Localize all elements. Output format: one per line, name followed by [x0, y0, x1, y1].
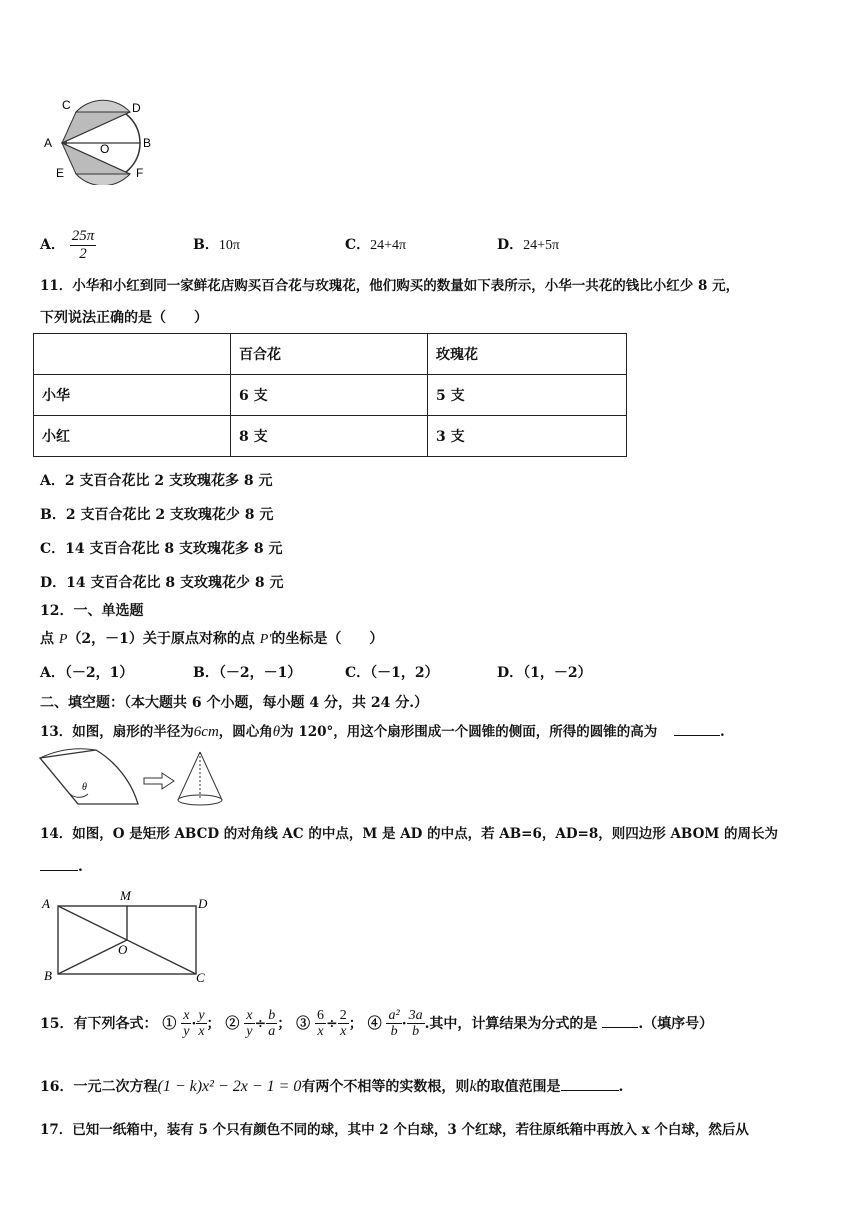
denominator: a: [268, 1024, 276, 1040]
q10-label-f: F: [136, 166, 144, 180]
denominator: x: [340, 1024, 347, 1040]
text: .（填序号）: [638, 1015, 714, 1032]
operator: ·: [191, 1015, 197, 1032]
q10-label-c: C: [62, 98, 71, 112]
denominator: b: [412, 1024, 420, 1040]
denominator: y: [246, 1024, 253, 1040]
table-cell: 玫瑰花: [428, 334, 627, 375]
denominator: y: [183, 1024, 190, 1040]
q12-stem: [40, 628, 383, 648]
text: .: [720, 724, 725, 740]
equation: (1 − k)x² − 2x − 1 = 0: [157, 1078, 302, 1095]
q10-label-a: A: [44, 136, 53, 150]
q15-stem: [40, 1008, 713, 1040]
operator: ÷: [254, 1015, 267, 1032]
q10-option-a: [40, 228, 96, 262]
q10-option-d: [497, 234, 559, 254]
q11-option-b: B．2 支百合花比 2 支玫瑰花少 8 元: [40, 507, 274, 523]
table-cell: 6 支: [231, 375, 428, 416]
radius: 6cm: [193, 724, 219, 740]
q13-sector-cone-figure: [38, 748, 238, 810]
table-row: [34, 375, 627, 416]
text: （2，－1）关于原点对称的点: [67, 631, 260, 647]
numerator: x: [246, 1008, 253, 1023]
answer-blank[interactable]: [602, 1013, 638, 1028]
point-p-prime: P′: [259, 632, 272, 647]
q14-stem-line2: [40, 856, 83, 875]
q13-theta-label: θ: [82, 782, 87, 793]
q14-label-m: M: [120, 888, 131, 903]
text: .: [618, 1079, 624, 1095]
q10-label-d: D: [132, 101, 141, 115]
fraction: [386, 1008, 401, 1040]
fraction: [70, 228, 97, 262]
section-heading: 二、填空题：（本大题共 6 个小题，每小题 4 分，共 24 分.）: [40, 695, 429, 711]
q14-label-o: O: [118, 942, 128, 957]
table-cell: 小华: [34, 375, 231, 416]
point-p: P: [58, 632, 68, 647]
table-cell: 3 支: [428, 416, 627, 457]
q11-table: [33, 333, 627, 457]
q17-stem-line1: 17．已知一纸箱中，装有 5 个只有颜色不同的球，其中 2 个白球，3 个红球，若往原纸箱中再放入 x 个白球，然后从: [40, 1122, 749, 1138]
q12-option-b: B．（－2，－1）: [193, 665, 302, 681]
table-cell: 5 支: [428, 375, 627, 416]
q11-option-c: C．14 支百合花比 8 支玫瑰花多 8 元: [40, 541, 283, 557]
option-value: 24+4π: [370, 238, 407, 253]
numerator: 2: [339, 1008, 347, 1023]
numerator: x: [183, 1008, 190, 1023]
q11-option-a: A．2 支百合花比 2 支玫瑰花多 8 元: [40, 473, 273, 489]
fraction: [315, 1008, 326, 1040]
table-header-row: [34, 334, 627, 375]
q14-label-d: D: [198, 896, 208, 911]
fraction: [244, 1008, 254, 1040]
option-value: 10π: [218, 238, 240, 253]
text: 16．一元二次方程: [40, 1079, 158, 1095]
circled-number: ②: [225, 1015, 240, 1032]
text: 13．如图，扇形的半径为: [40, 724, 194, 740]
option-label: B．: [193, 237, 219, 253]
numerator: 3a: [408, 1008, 423, 1023]
option-label: D．: [497, 237, 524, 253]
answer-blank[interactable]: [561, 1076, 619, 1091]
numerator: b: [268, 1008, 276, 1023]
q14-label-b: B: [44, 968, 52, 983]
denominator: 2: [79, 245, 87, 262]
text: 有两个不相等的实数根，则: [301, 1079, 470, 1095]
q10-option-b: [193, 234, 240, 254]
q12-option-c: C．（－1，2）: [345, 665, 439, 681]
text: 为 120°，用这个扇形围成一个圆锥的侧面，所得的圆锥的高为: [280, 724, 658, 740]
option-label: A．: [40, 237, 65, 253]
table-cell: 8 支: [231, 416, 428, 457]
option-label: C．: [345, 237, 371, 253]
q10-label-o: O: [100, 142, 110, 156]
text: 的坐标是（ ）: [271, 631, 384, 647]
numerator: 6: [317, 1008, 324, 1023]
text: 15．有下列各式：: [40, 1015, 158, 1032]
q10-circle-figure: [38, 95, 168, 185]
table-row: [34, 416, 627, 457]
text: 的取值范围是: [476, 1079, 561, 1095]
text: .其中，计算结果为分式的是: [424, 1015, 598, 1032]
q11-stem-line2: 下列说法正确的是（ ）: [40, 310, 208, 326]
option-value: 24+5π: [523, 238, 560, 253]
separator: ；: [206, 1015, 221, 1032]
denominator: b: [390, 1024, 398, 1040]
fraction: [181, 1008, 191, 1040]
fraction: [407, 1008, 425, 1040]
fraction: [338, 1008, 349, 1040]
q11-option-d: D．14 支百合花比 8 支玫瑰花少 8 元: [40, 575, 284, 591]
separator: ；: [348, 1015, 363, 1032]
answer-blank[interactable]: [40, 856, 78, 871]
table-cell: [34, 334, 231, 375]
numerator: y: [198, 1008, 205, 1023]
q13-stem: [40, 720, 725, 741]
q10-option-c: [345, 234, 406, 254]
variable-k: k: [469, 1078, 477, 1095]
denominator: x: [198, 1024, 205, 1040]
fraction: [196, 1008, 206, 1040]
numerator: a²: [388, 1008, 400, 1023]
q14-label-a: A: [42, 896, 50, 911]
text: ，圆心角: [218, 724, 273, 740]
q14-rectangle-figure: [38, 886, 218, 986]
q16-stem: [40, 1076, 623, 1096]
q14-stem-line1: 14．如图，O 是矩形 ABCD 的对角线 AC 的中点，M 是 AD 的中点，若 AB=6，AD=8，则四边形 ABOM 的周长为: [40, 826, 778, 842]
q10-label-e: E: [56, 166, 65, 180]
operator: ÷: [326, 1015, 338, 1032]
separator: ；: [277, 1015, 292, 1032]
table-cell: 小红: [34, 416, 231, 457]
q12-option-a: A．（－2，1）: [40, 665, 134, 681]
fraction: [266, 1008, 277, 1040]
q12-option-d: D．（1，－2）: [497, 665, 592, 681]
q11-stem-line1: 11．小华和小红到同一家鲜花店购买百合花与玫瑰花，他们购买的数量如下表所示，小华一共花的钱比小红少 8 元，: [40, 278, 740, 294]
circled-number: ④: [367, 1015, 382, 1032]
text: 点: [40, 631, 59, 647]
denominator: x: [317, 1024, 324, 1040]
circled-number: ③: [296, 1015, 311, 1032]
answer-blank[interactable]: [674, 721, 720, 736]
circled-number: ①: [162, 1015, 177, 1032]
q14-label-c: C: [196, 970, 205, 985]
q10-label-b: B: [143, 136, 152, 150]
theta: θ: [272, 724, 281, 740]
q12-line1: 12．一、单选题: [40, 603, 144, 619]
operator: ·: [401, 1015, 407, 1032]
table-cell: 百合花: [231, 334, 428, 375]
text: .: [78, 859, 83, 875]
numerator: 25π: [71, 228, 95, 244]
